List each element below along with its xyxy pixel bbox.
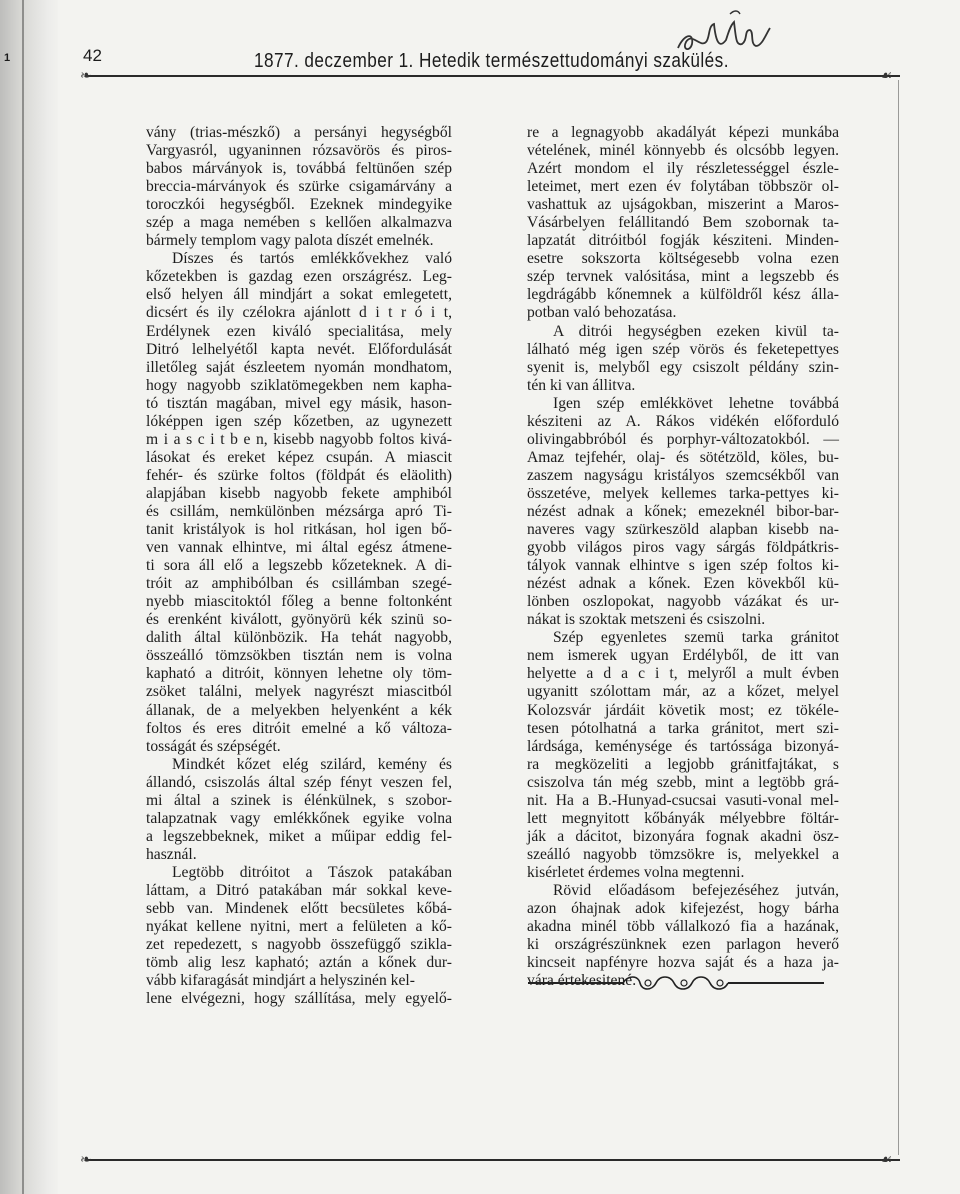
text-line: nem ismerek ugyan Erdélyből, de itt van — [527, 647, 839, 665]
text-line: ugyanitt szólottam már, az a kőzet, melyel — [527, 683, 839, 701]
text-line: zaszem nagyságu kristályos szemcsékből van — [527, 466, 839, 484]
text-line: szép a maga nemében s kellően alkalmazva — [146, 214, 452, 232]
text-line: nézést adnak a kőnek. Ezen kövekből kü- — [527, 575, 839, 593]
text-line: leteimet, mert ezen év folytában többször ol- — [527, 178, 839, 196]
text-line: babos márványok is, továbbá feltünően szép — [146, 160, 452, 178]
text-line: és csillám, nemkülönben mézsárga apró Ti- — [146, 502, 452, 520]
text-line: kincseit napfényre hozva saját és a haza ja- — [527, 954, 839, 972]
left-column — [146, 124, 452, 1008]
text-line: A ditrói hegységben ezeken kivül ta- — [553, 322, 839, 340]
text-line: toroczkói hegységből. Ezeknek mindegyike — [146, 196, 452, 214]
text-line: ják a dácitot, bizonyára fognak akadni ösz- — [527, 827, 839, 845]
text-line: gyobb világos piros vagy sárgás földpátkris- — [527, 539, 839, 557]
text-line: foltos és eres ditróit emelné a kő változa- — [146, 719, 452, 737]
text-line: állandó, csiszolás által szép fényt veszen fel, — [146, 773, 452, 791]
right-margin-rule — [898, 80, 899, 1155]
text-line: alapjában kisebb nagyobb fekete amphiból — [146, 484, 452, 502]
text-line: Vásárbelyen felállitandó Bem szobornak ta- — [527, 214, 839, 232]
text-line: használ. — [146, 845, 197, 863]
text-line: Rövid előadásom befejezéséhez jutván, — [553, 881, 839, 899]
text-line: és erenként kiválott, gyönyörü kék szinü so- — [146, 611, 452, 629]
text-line: Szép egyenletes szemü tarka gránitot — [553, 629, 839, 647]
text-line: ra megközeliti a legjobb gránitfajtákat, s — [527, 755, 839, 773]
text-line: lönben oszlopokat, nagyobb vázákat és ur- — [527, 593, 839, 611]
text-line: vára értekesitené. — [527, 972, 637, 990]
text-line: szeálló nagyobb tömzsökre is, melyekkel a — [527, 845, 839, 863]
text-line: Kolozsvár járdáit követik most; ez tökéle- — [527, 701, 839, 719]
ornament-left-bottom: ❧ — [80, 1153, 92, 1168]
text-line: összeálló tömzsökben tisztán nem is volna — [146, 647, 452, 665]
text-line: naveres vagy szürkeszöld alapban kisebb na- — [527, 521, 839, 539]
text-line: első helyen áll mindjárt a sokat emlegetett, — [146, 286, 452, 304]
text-line: lett megnyitott kőbányák mélyebbre föltár- — [527, 809, 839, 827]
text-line: vételének, minél könnyebb és olcsóbb legyen. — [527, 142, 839, 160]
text-line: zet repedezett, s nagyobb összefüggő szikla- — [146, 936, 452, 954]
text-line: Díszes és tartós emlékkővekhez való — [172, 250, 452, 268]
text-line: mi által a szinek is élénkülnek, s szobor- — [146, 791, 452, 809]
text-line: ti sora áll elő a legszebb kőzeteknek. A di- — [146, 557, 452, 575]
text-line: tesen pótolhatná a tarka gránitot, mert szi- — [527, 719, 839, 737]
text-line: re a legnagyobb akadályát képezi munkába — [527, 124, 839, 141]
text-line: kapható a ditróit, könnyen lehetne oly töm- — [146, 665, 452, 683]
text-line: vashattuk az ujságokban, miszerint a Maros- — [527, 196, 839, 214]
text-line: illetőleg saját észleetem nyomán mondhatom, — [146, 358, 452, 376]
text-line: tén ki van állitva. — [527, 376, 636, 394]
text-line: potban való behozatása. — [527, 304, 677, 322]
text-line: legdrágább kőnemnek a külföldről kész álla- — [527, 286, 839, 304]
text-line: nit. Ha a B.-Hunyad-csucsai vasuti-vonal mel- — [527, 791, 839, 809]
text-line: Erdélynek ezen kiváló specialitása, mely — [146, 322, 452, 340]
running-title: 1877. deczember 1. Hetedik természettudományi szakülés. — [254, 50, 729, 72]
handwritten-signature — [670, 4, 780, 64]
footer-rule — [86, 1159, 900, 1161]
text-line: Vargyasról, ugyaninnen rózsavörös és piros- — [146, 142, 452, 160]
text-line: Mindkét kőzet elég szilárd, kemény és — [172, 755, 452, 773]
text-line: vább kifaragását mindjárt a helyszinén kel- — [146, 972, 415, 990]
text-line: ven vannak elhintve, mi által egész átmene- — [146, 539, 452, 557]
text-line: dicsért és ily czélokra ajánlott d i t r ó i t, — [146, 304, 452, 322]
text-line: nézést adnak a kőnek; emezeknél bibor-bar- — [527, 502, 839, 520]
text-line: akadna minél több vállalkozó fia a hazának, — [527, 918, 839, 936]
text-line: tosságát és szépségét. — [146, 737, 281, 755]
text-line: esetre sokszorta költségesebb volna ezen — [527, 250, 839, 268]
text-line: kisérletet érdemes volna megtenni. — [527, 863, 745, 881]
text-line: lálható még igen szép vörös és feketepettyes — [527, 340, 839, 358]
text-line: lóképpen igen szép kőzetben, az ugynezett — [146, 412, 452, 430]
text-line: lene elvégezni, hogy szállítása, mely egyelő- — [146, 990, 452, 1008]
text-line: sebb van. Mindenek előtt becsületes kőbá- — [146, 900, 452, 918]
text-line: Amaz tejfehér, olaj- és sötétzöld, köles, bu- — [527, 448, 839, 466]
text-line: tanit kristályok is hol ritkásan, hol igen bő- — [146, 521, 452, 539]
text-line: tó tisztán magában, mivel egy másik, hason- — [146, 394, 452, 412]
text-line: dalith által különbözik. Ha tehát nagyobb, — [146, 629, 452, 647]
text-line: breccia-márványok és szürke csigamárvány a — [146, 178, 452, 196]
margin-number: 1 — [4, 52, 11, 64]
ornament-right-bottom: ☙ — [880, 1153, 893, 1168]
text-line: láttam, a Ditró patakában már sokkal keve- — [146, 881, 452, 899]
text-line: m i a s c i t b e n, kisebb nagyobb foltos kivá- — [146, 430, 452, 448]
section-divider-ornament — [528, 972, 824, 994]
text-line: lásokat és ereket képez csupán. A miascit — [146, 448, 452, 466]
text-line: Legtöbb ditróitot a Tászok patakában — [172, 863, 452, 881]
text-line: talapzatnak vagy emlékkőnek egyike volna — [146, 809, 452, 827]
header-rule — [86, 75, 900, 77]
text-line: azon óhajnak adok kifejezést, hogy bárha — [527, 900, 839, 918]
page-number: 42 — [83, 46, 102, 65]
text-line: Igen szép emlékkövet lehetne továbbá — [553, 394, 839, 412]
binding-edge — [22, 0, 24, 1194]
text-line: nyákat kellene nyitni, mert a felületen a kő- — [146, 918, 452, 936]
text-line: összetéve, melyek kellemes tarka-pettyes ki- — [527, 484, 839, 502]
text-line: nákat is szoktak metszeni és csiszolni. — [527, 611, 766, 629]
text-line: állanak, de a melyekben helyenként a kék — [146, 701, 452, 719]
text-line: Azért mondom el ily részletességgel észle- — [527, 160, 839, 178]
text-line: helyette a d a c i t, melyről a mult évben — [527, 665, 839, 683]
text-line: kőzetekben is gazdag ezen országrész. Leg- — [146, 268, 452, 286]
text-line: ki országrészünknek ezen parlagon heverő — [527, 936, 839, 954]
text-line: tróit az amphibólban és csillámban szegé- — [146, 575, 452, 593]
text-line: vány (trias-mészkő) a persányi hegységből — [146, 124, 452, 141]
text-line: olivingabbróból és porphyr-változatokból. — — [527, 430, 839, 448]
text-line: lapzatát ditróitból fogják késziteni. Minden- — [527, 232, 839, 250]
right-column — [527, 124, 839, 990]
text-line: késziteni az A. Rákos vidékén előforduló — [527, 412, 839, 430]
binding-gutter — [0, 0, 58, 1194]
ornament-right-top: ☙ — [880, 69, 893, 84]
text-line: fehér- és szürke foltos (földpát és eläolith) — [146, 466, 452, 484]
text-line: bármely templom vagy palota díszét emelnék. — [146, 232, 434, 250]
text-line: hogy nagyobb sziklatömegekben nem kapha- — [146, 376, 452, 394]
text-line: csiszolva tán még szebb, mint a legtöbb grá- — [527, 773, 839, 791]
ornament-left-top: ❧ — [80, 69, 92, 84]
text-line: tályok vannak elhintve s igen szép foltos ki- — [527, 557, 839, 575]
text-line: syenit is, melyből egy csiszolt példány szin- — [527, 358, 839, 376]
text-line: nyebb miascitoktól főleg a benne foltonként — [146, 593, 452, 611]
text-line: Ditró lelhelyétől kapta nevét. Előfordulását — [146, 340, 452, 358]
text-line: a legszebbeknek, miket a műipar eddig fel- — [146, 827, 452, 845]
text-line: szép tervnek valósitása, mint a legszebb és — [527, 268, 839, 286]
text-line: lárdsága, keménysége és tartóssága bizonyá- — [527, 737, 839, 755]
text-line: zsöket találni, melyek nagyrészt miascitból — [146, 683, 452, 701]
text-line: tömb alig lesz kapható; aztán a kőnek dur- — [146, 954, 452, 972]
